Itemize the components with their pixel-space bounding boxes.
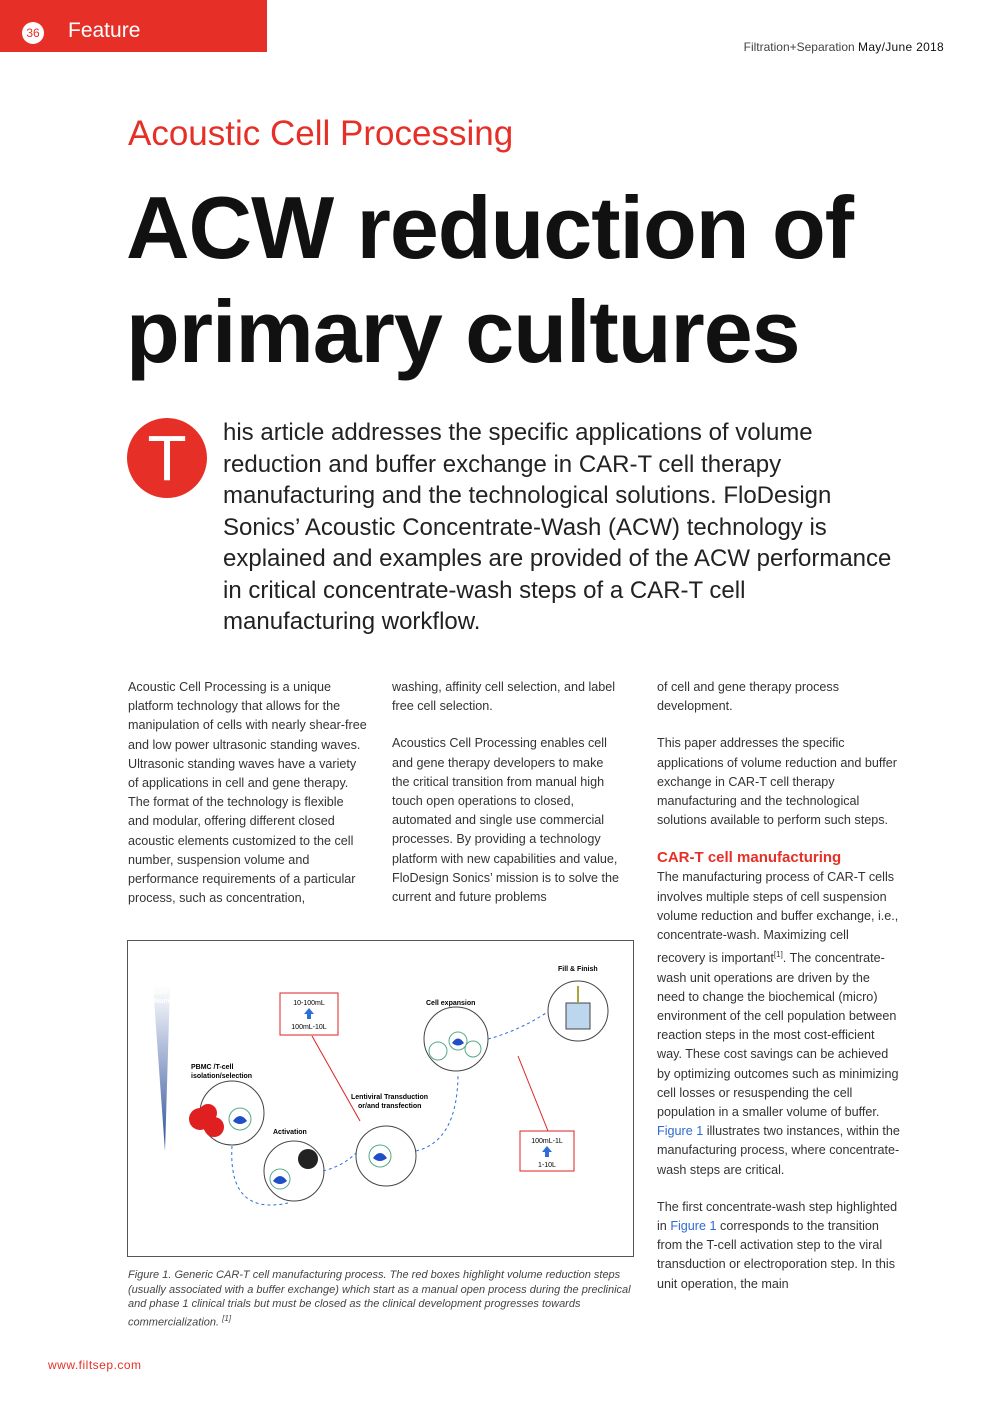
issue-date: May/June 2018 xyxy=(858,40,944,54)
column-1 xyxy=(128,678,368,926)
expansion-label: Cell expansion xyxy=(426,1000,476,1007)
box1-top: 10-100mL xyxy=(293,1000,325,1007)
subheading: CAR-T cell manufacturing xyxy=(657,849,842,867)
reference[interactable]: [1] xyxy=(222,1313,232,1323)
activation-label: Activation xyxy=(273,1129,307,1136)
article-kicker: Acoustic Cell Processing xyxy=(128,114,514,153)
paragraph: washing, affinity cell selection, and label free cell selection. xyxy=(392,680,616,714)
paragraph: This paper addresses the specific applications of volume reduction and buffer exchange in CAR-T cell therapy manufacturing and the technological solutions available to perform such steps. xyxy=(657,736,897,828)
section-label: Feature xyxy=(68,19,141,42)
journal-name: Filtration+Separation xyxy=(743,40,855,54)
figure-link[interactable]: Figure 1 xyxy=(657,1124,704,1139)
article-title: ACW reduction of primary cultures xyxy=(126,178,854,381)
svg-text:or/and transfection: or/and transfection xyxy=(358,1103,422,1110)
reference[interactable]: [1] xyxy=(773,950,783,960)
figure-link[interactable]: Figure 1 xyxy=(670,1219,717,1234)
paragraph: The first concentrate-wash step highlighted in Figure 1 corresponds to the transition from the T-cell activation step to the viral transduction or electroporation step. In this unit operation, the main xyxy=(657,1199,898,1291)
box1-bottom: 100mL-10L xyxy=(291,1024,327,1031)
box2-bottom: 1-10L xyxy=(538,1162,556,1169)
article-intro: his article addresses the specific applications of volume reduction and buffer exchange in CAR-T cell therapy manufacturing and the technological solutions. FloDesign Sonics’ Acoustic Concentrate-Wash (ACW) technology is explained and examples are provided of the ACW performance in critical concentrate-wash steps of a CAR-T cell manufacturing workflow. xyxy=(223,419,892,635)
journal-issue xyxy=(744,40,944,54)
pbmc-label: PBMC /T-cell xyxy=(191,1064,234,1071)
paragraph: The manufacturing process of CAR-T cells involves multiple steps of cell suspension volume reduction and buffer exchange, i.e., concentrate-wash. Maximizing cell recovery is important[1]. The concentrate-wash unit operations are driven by the need to change the biochemical (micro) environment of the cell population between reaction steps in the most cost-efficient way. These cost savings can be achieved by optimizing outcomes such as minimizing cell losses or resuspending the cell population in a smaller volume of buffer. Figure 1 illustrates two instances, within the manufacturing process, where concentrate-wash steps are critical. xyxy=(657,870,900,1177)
paragraph: Acoustics Cell Processing enables cell and gene therapy developers to make the critical transition from manual high touch open operations to closed, automated and single use commercial processes. By providing a technology platform with new capabilities and value, FloDesign Sonics’ mission is to solve the current and future problems xyxy=(392,736,620,905)
section-banner xyxy=(0,0,267,52)
drop-cap: T xyxy=(127,418,207,498)
workflow-diagram xyxy=(128,941,633,1256)
vial-icon xyxy=(566,1003,590,1029)
paragraph: of cell and gene therapy process development. xyxy=(657,680,840,714)
lentiviral-label: Lentiviral Transduction xyxy=(351,1094,429,1101)
column-2 xyxy=(392,678,620,925)
activation-cell-circle xyxy=(264,1141,324,1201)
cell-number-gradient xyxy=(153,986,170,1151)
website-url[interactable]: www.filtsep.com xyxy=(48,1358,142,1372)
figure-1 xyxy=(127,940,634,1257)
svg-text:Number: Number xyxy=(154,998,181,1005)
box2-top: 100mL-1L xyxy=(531,1138,563,1145)
page-number: 36 xyxy=(22,22,44,44)
column-3 xyxy=(657,678,900,1312)
cell-number-label: Cell xyxy=(154,989,167,996)
fill-finish-label: Fill & Finish xyxy=(558,966,598,973)
svg-text:isolation/selection: isolation/selection xyxy=(191,1073,253,1080)
paragraph: Acoustic Cell Processing is a unique platform technology that allows for the manipulation of cells with nearly shear-free and low power ultrasonic standing waves. Ultrasonic standing waves have a variety of applications in cell and gene therapy. The format of the technology is flexible and modular, offering different closed acoustic elements customized to the cell number, suspension volume and performance requirements of a particular process, such as concentration, xyxy=(128,680,367,906)
figure-caption: Figure 1. Generic CAR-T cell manufacturing process. The red boxes highlight volume reduction steps (usually associated with a buffer exchange) which start as a manual open process during the preclinical and phase 1 clinical trials but must be closed as the clinical development progresses towards commercialization. [1] xyxy=(128,1269,631,1329)
